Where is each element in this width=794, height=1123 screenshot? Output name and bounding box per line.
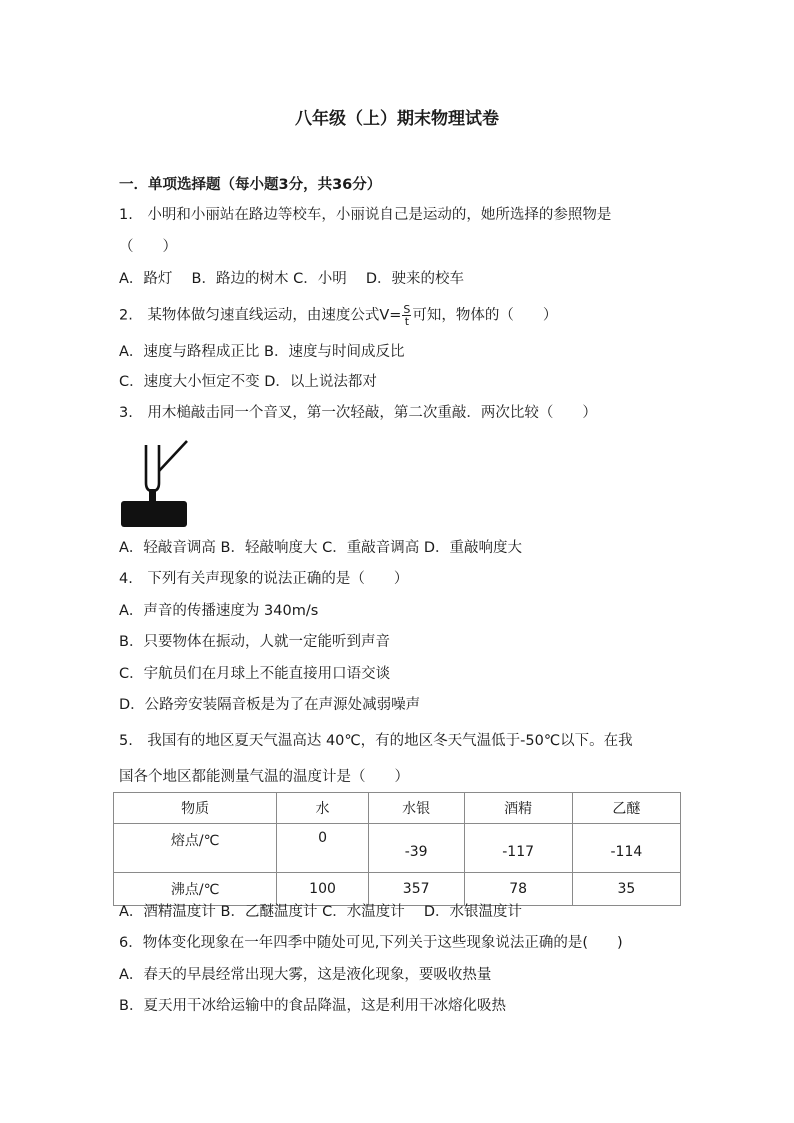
question-6-option-b: B．夏天用干冰给运输中的食品降温，这是利用干冰熔化吸热 bbox=[119, 998, 506, 1014]
question-4-option-d: D．公路旁安装隔音板是为了在声源处减弱噪声 bbox=[119, 697, 421, 713]
question-2-options-ab: A．速度与路程成正比 B．速度与时间成反比 bbox=[119, 344, 405, 360]
table-header-cell: 酒精 bbox=[464, 793, 572, 824]
question-6-stem: 6．物体变化现象在一年四季中随处可见,下列关于这些现象说法正确的是( ) bbox=[119, 935, 623, 951]
question-2-options-cd: C．速度大小恒定不变 D．以上说法都对 bbox=[119, 374, 377, 390]
question-5-options: A．酒精温度计 B．乙醚温度计 C．水温度计 D．水银温度计 bbox=[119, 904, 522, 920]
table-cell: 35 bbox=[572, 873, 680, 906]
velocity-fraction bbox=[402, 304, 411, 327]
mallet-handle bbox=[159, 441, 187, 471]
page-title: 八年级（上）期末物理试卷 bbox=[295, 109, 499, 129]
fraction-denominator: t bbox=[404, 315, 410, 328]
fraction-numerator: S bbox=[403, 303, 411, 316]
table-row bbox=[114, 824, 681, 873]
question-1-paren: （ ） bbox=[119, 239, 177, 255]
question-2-prefix: 2. 某物体做匀速直线运动，由速度公式 bbox=[119, 307, 380, 324]
section-heading: 一．单项选择题（每小题3分，共36分） bbox=[119, 177, 382, 193]
table-header-row bbox=[114, 793, 681, 824]
question-5-stem-line1: 5. 我国有的地区夏天气温高达 40℃，有的地区冬天气温低于-50℃以下。在我 bbox=[119, 733, 633, 749]
substance-table bbox=[113, 792, 681, 906]
question-6-option-a: A．春天的早晨经常出现大雾，这是液化现象，要吸收热量 bbox=[119, 967, 492, 983]
table-cell: 100 bbox=[277, 873, 369, 906]
wooden-block bbox=[121, 501, 187, 527]
table-cell: 0 bbox=[277, 824, 369, 873]
table-cell: 熔点/℃ bbox=[114, 824, 277, 873]
table-header-cell: 水 bbox=[277, 793, 369, 824]
formula-lhs: V= bbox=[379, 307, 402, 324]
table-header-cell: 水银 bbox=[368, 793, 464, 824]
table-cell: -117 bbox=[464, 824, 572, 873]
question-3-options: A．轻敲音调高 B．轻敲响度大 C．重敲音调高 D．重敲响度大 bbox=[119, 540, 522, 556]
table-header-cell: 乙醚 bbox=[572, 793, 680, 824]
fork-prongs bbox=[146, 445, 159, 491]
question-4-option-a: A．声音的传播速度为 340m/s bbox=[119, 603, 319, 619]
question-2-suffix: 可知，物体的（ ） bbox=[412, 307, 558, 324]
table-header-cell: 物质 bbox=[114, 793, 277, 824]
table-cell: 357 bbox=[368, 873, 464, 906]
table-cell: 78 bbox=[464, 873, 572, 906]
table-row bbox=[114, 873, 681, 906]
question-5-stem-line2: 国各个地区都能测量气温的温度计是（ ） bbox=[119, 769, 409, 785]
question-4-option-b: B．只要物体在振动，人就一定能听到声音 bbox=[119, 634, 390, 650]
question-4-option-c: C．宇航员们在月球上不能直接用口语交谈 bbox=[119, 666, 391, 682]
tuning-fork-figure bbox=[119, 437, 191, 529]
table-cell: 沸点/℃ bbox=[114, 873, 277, 906]
question-1-options: A．路灯 B．路边的树木 C．小明 D．驶来的校车 bbox=[119, 271, 464, 287]
question-1-stem: 1. 小明和小丽站在路边等校车，小丽说自己是运动的，她所选择的参照物是 bbox=[119, 207, 612, 223]
question-3-stem: 3. 用木槌敲击同一个音叉，第一次轻敲，第二次重敲．两次比较（ ） bbox=[119, 405, 597, 421]
question-2-stem bbox=[119, 304, 557, 327]
table-cell: -39 bbox=[368, 824, 464, 873]
question-4-stem: 4. 下列有关声现象的说法正确的是（ ） bbox=[119, 571, 409, 587]
table-cell: -114 bbox=[572, 824, 680, 873]
